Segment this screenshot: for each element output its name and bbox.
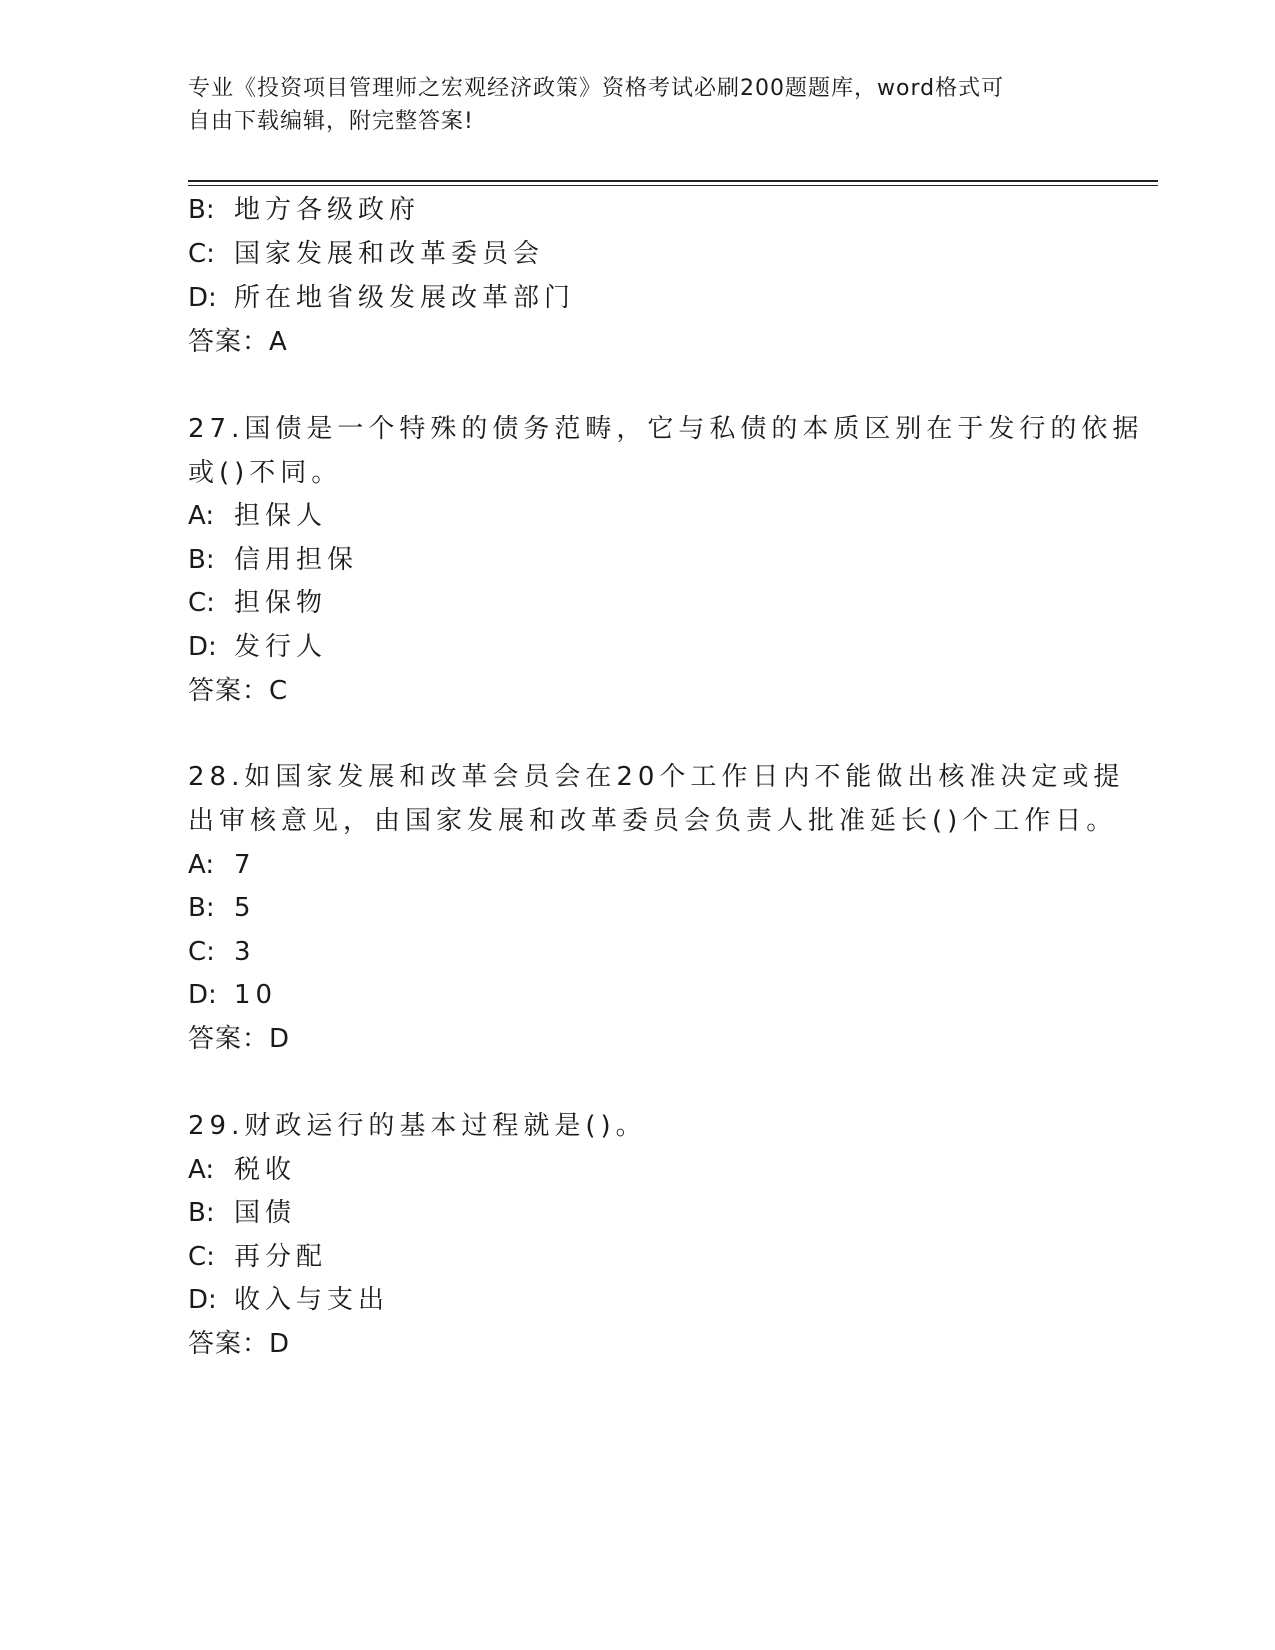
option-row: [188, 543, 358, 577]
option-text: 信用担保: [234, 545, 359, 575]
option-label: D:: [188, 980, 217, 1010]
option-text: 所在地省级发展改革部门: [234, 283, 576, 313]
option-row: [188, 1153, 296, 1187]
option-row: [188, 1283, 389, 1317]
option-text: 担保物: [234, 588, 328, 618]
header-divider: [188, 180, 1158, 182]
option-row: [188, 193, 420, 227]
option-text: 7: [234, 850, 256, 880]
option-text: 发行人: [234, 632, 328, 662]
option-row: [188, 281, 575, 315]
option-text: 担保人: [234, 501, 328, 531]
option-label: C:: [188, 1242, 215, 1272]
option-label: C:: [188, 588, 215, 618]
option-row: [188, 237, 544, 271]
option-label: C:: [188, 937, 215, 967]
question-stem: 27.国债是一个特殊的债务范畴，它与私债的本质区别在于发行的依据: [188, 414, 1144, 444]
option-label: D:: [188, 283, 217, 313]
option-text: 税收: [234, 1155, 297, 1185]
option-text: 5: [234, 893, 256, 923]
option-text: 收入与支出: [234, 1285, 390, 1315]
answer-line: 答案：D: [188, 1024, 291, 1054]
question-stem: 28.如国家发展和改革会员会在20个工作日内不能做出核准决定或提: [188, 762, 1125, 792]
option-text: 再分配: [234, 1242, 328, 1272]
option-label: D:: [188, 1285, 217, 1315]
option-label: B:: [188, 1198, 215, 1228]
option-row: [188, 499, 327, 533]
option-row: [188, 1240, 327, 1274]
option-text: 3: [234, 937, 256, 967]
option-row: [188, 848, 256, 882]
option-label: B:: [188, 893, 215, 923]
header-divider-thin: [188, 185, 1158, 186]
header-title-line-1: 专业《投资项目管理师之宏观经济政策》资格考试必刷200题题库，word格式可: [188, 76, 1005, 101]
option-row: [188, 586, 327, 620]
option-text: 地方各级政府: [234, 195, 421, 225]
answer-line: 答案：C: [188, 676, 289, 706]
option-label: A:: [188, 850, 215, 880]
option-label: C:: [188, 239, 215, 269]
option-row: [188, 935, 256, 969]
header-title-line-2: 自由下载编辑，附完整答案!: [188, 109, 474, 134]
option-label: B:: [188, 195, 215, 225]
option-label: A:: [188, 501, 215, 531]
option-label: A:: [188, 1155, 215, 1185]
option-text: 国家发展和改革委员会: [234, 239, 545, 269]
option-label: B:: [188, 545, 215, 575]
option-row: [188, 630, 327, 664]
option-text: 国债: [234, 1198, 297, 1228]
question-stem-continued: 出审核意见，由国家发展和改革委员会负责人批准延长()个工作日。: [188, 806, 1118, 836]
answer-line: 答案：D: [188, 1329, 291, 1359]
document-header: [188, 72, 1088, 138]
question-stem-continued: 或()不同。: [188, 458, 343, 488]
option-text: 10: [234, 980, 278, 1010]
option-label: D:: [188, 632, 217, 662]
option-row: [188, 891, 256, 925]
question-stem: 29.财政运行的基本过程就是()。: [188, 1111, 647, 1141]
option-row: [188, 1196, 296, 1230]
answer-line: 答案：A: [188, 327, 288, 357]
option-row: [188, 978, 277, 1012]
